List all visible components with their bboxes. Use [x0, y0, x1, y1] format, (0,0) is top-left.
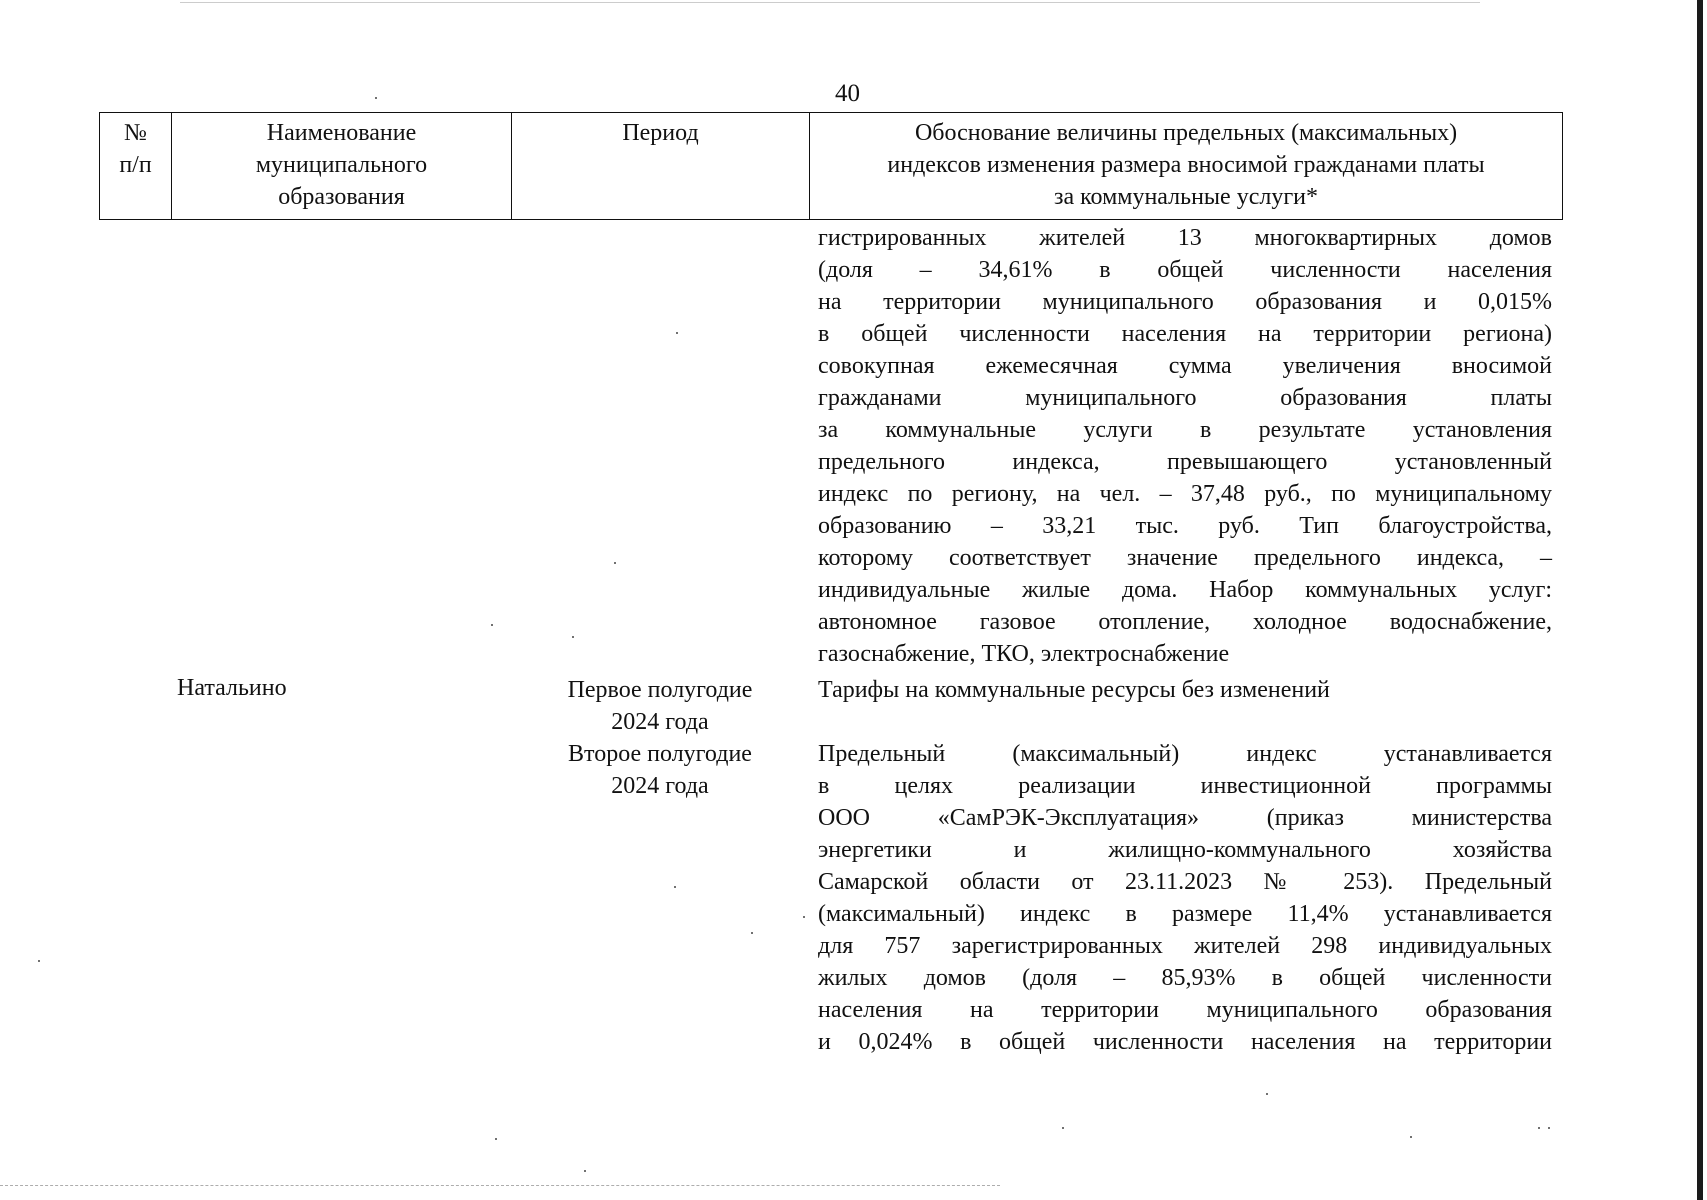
text-line: гистрированных жителей 13 многоквартирных домов	[818, 225, 1552, 251]
period-first-half: Первое полугодие 2024 года	[567, 677, 753, 735]
scan-speck	[751, 932, 753, 934]
text-line: индекс по региону, на чел. – 37,48 руб., по муниципальному	[818, 481, 1552, 507]
text-line: (максимальный) индекс в размере 11,4% устанавливается	[818, 901, 1552, 927]
justification-first-half: Тарифы на коммунальные ресурсы без изменений	[818, 677, 1330, 703]
scan-speck	[491, 624, 493, 626]
scan-speck	[495, 1138, 497, 1140]
scan-speck	[375, 97, 377, 99]
text-line: предельного индекса, превышающего установленный	[818, 449, 1552, 475]
text-line: образованию – 33,21 тыс. руб. Тип благоустройства,	[818, 513, 1552, 539]
scan-bottom-line	[0, 1185, 1000, 1186]
text-line: за коммунальные услуги в результате установления	[818, 417, 1552, 443]
text-line: автономное газовое отопление, холодное водоснабжение,	[818, 609, 1552, 635]
scan-speck	[674, 886, 676, 888]
municipality-name: Натальино	[177, 675, 287, 701]
header-number: № п/п	[100, 113, 172, 220]
justification-continuation	[818, 222, 1552, 670]
scan-edge-shadow	[1697, 0, 1703, 1200]
text-line: индивидуальные жилые дома. Набор коммунальных услуг:	[818, 577, 1552, 603]
scan-speck	[803, 916, 805, 918]
header-justification: Обоснование величины предельных (максимальных) индексов изменения размера вносимой гражданами платы за коммунальные услуги*	[810, 113, 1563, 220]
text-line: и 0,024% в общей численности населения на территории	[818, 1029, 1552, 1055]
text-line: для 757 зарегистрированных жителей 298 индивидуальных	[818, 933, 1552, 959]
scan-speck	[1266, 1093, 1268, 1095]
text-line: Самарской области от 23.11.2023 № 253). Предельный	[818, 869, 1552, 895]
header-period: Период	[512, 113, 810, 220]
scan-speck	[676, 332, 678, 334]
text-line: Предельный (максимальный) индекс устанавливается	[818, 741, 1552, 767]
scan-speck	[38, 960, 40, 962]
text-line: которому соответствует значение предельного индекса, –	[818, 545, 1552, 571]
scan-speck	[1062, 1127, 1064, 1129]
page-number: 40	[835, 80, 860, 107]
text-line: жилых домов (доля – 85,93% в общей численности	[818, 965, 1552, 991]
text-line: энергетики и жилищно-коммунального хозяйства	[818, 837, 1552, 863]
text-line: газоснабжение, ТКО, электроснабжение	[818, 641, 1230, 667]
text-line: ООО «СамРЭК-Эксплуатация» (приказ министерства	[818, 805, 1552, 831]
period-second-half: Второе полугодие 2024 года	[568, 741, 752, 799]
scan-speck	[1538, 1127, 1540, 1129]
scan-speck	[584, 1170, 586, 1172]
text-line: населения на территории муниципального образования	[818, 997, 1552, 1023]
scan-speck	[1410, 1136, 1412, 1138]
scan-speck	[1548, 1127, 1550, 1129]
justification-second-half	[818, 738, 1552, 1058]
text-line: в целях реализации инвестиционной программы	[818, 773, 1552, 799]
text-line: в общей численности населения на территории региона)	[818, 321, 1552, 347]
header-municipality: Наименование муниципального образования	[172, 113, 512, 220]
text-line: (доля – 34,61% в общей численности населения	[818, 257, 1552, 283]
scan-speck	[572, 636, 574, 638]
text-line: на территории муниципального образования и 0,015%	[818, 289, 1552, 315]
table-header	[99, 112, 1563, 220]
scan-top-line	[180, 2, 1480, 3]
text-line: совокупная ежемесячная сумма увеличения вносимой	[818, 353, 1552, 379]
scan-speck	[614, 562, 616, 564]
text-line: гражданами муниципального образования платы	[818, 385, 1552, 411]
